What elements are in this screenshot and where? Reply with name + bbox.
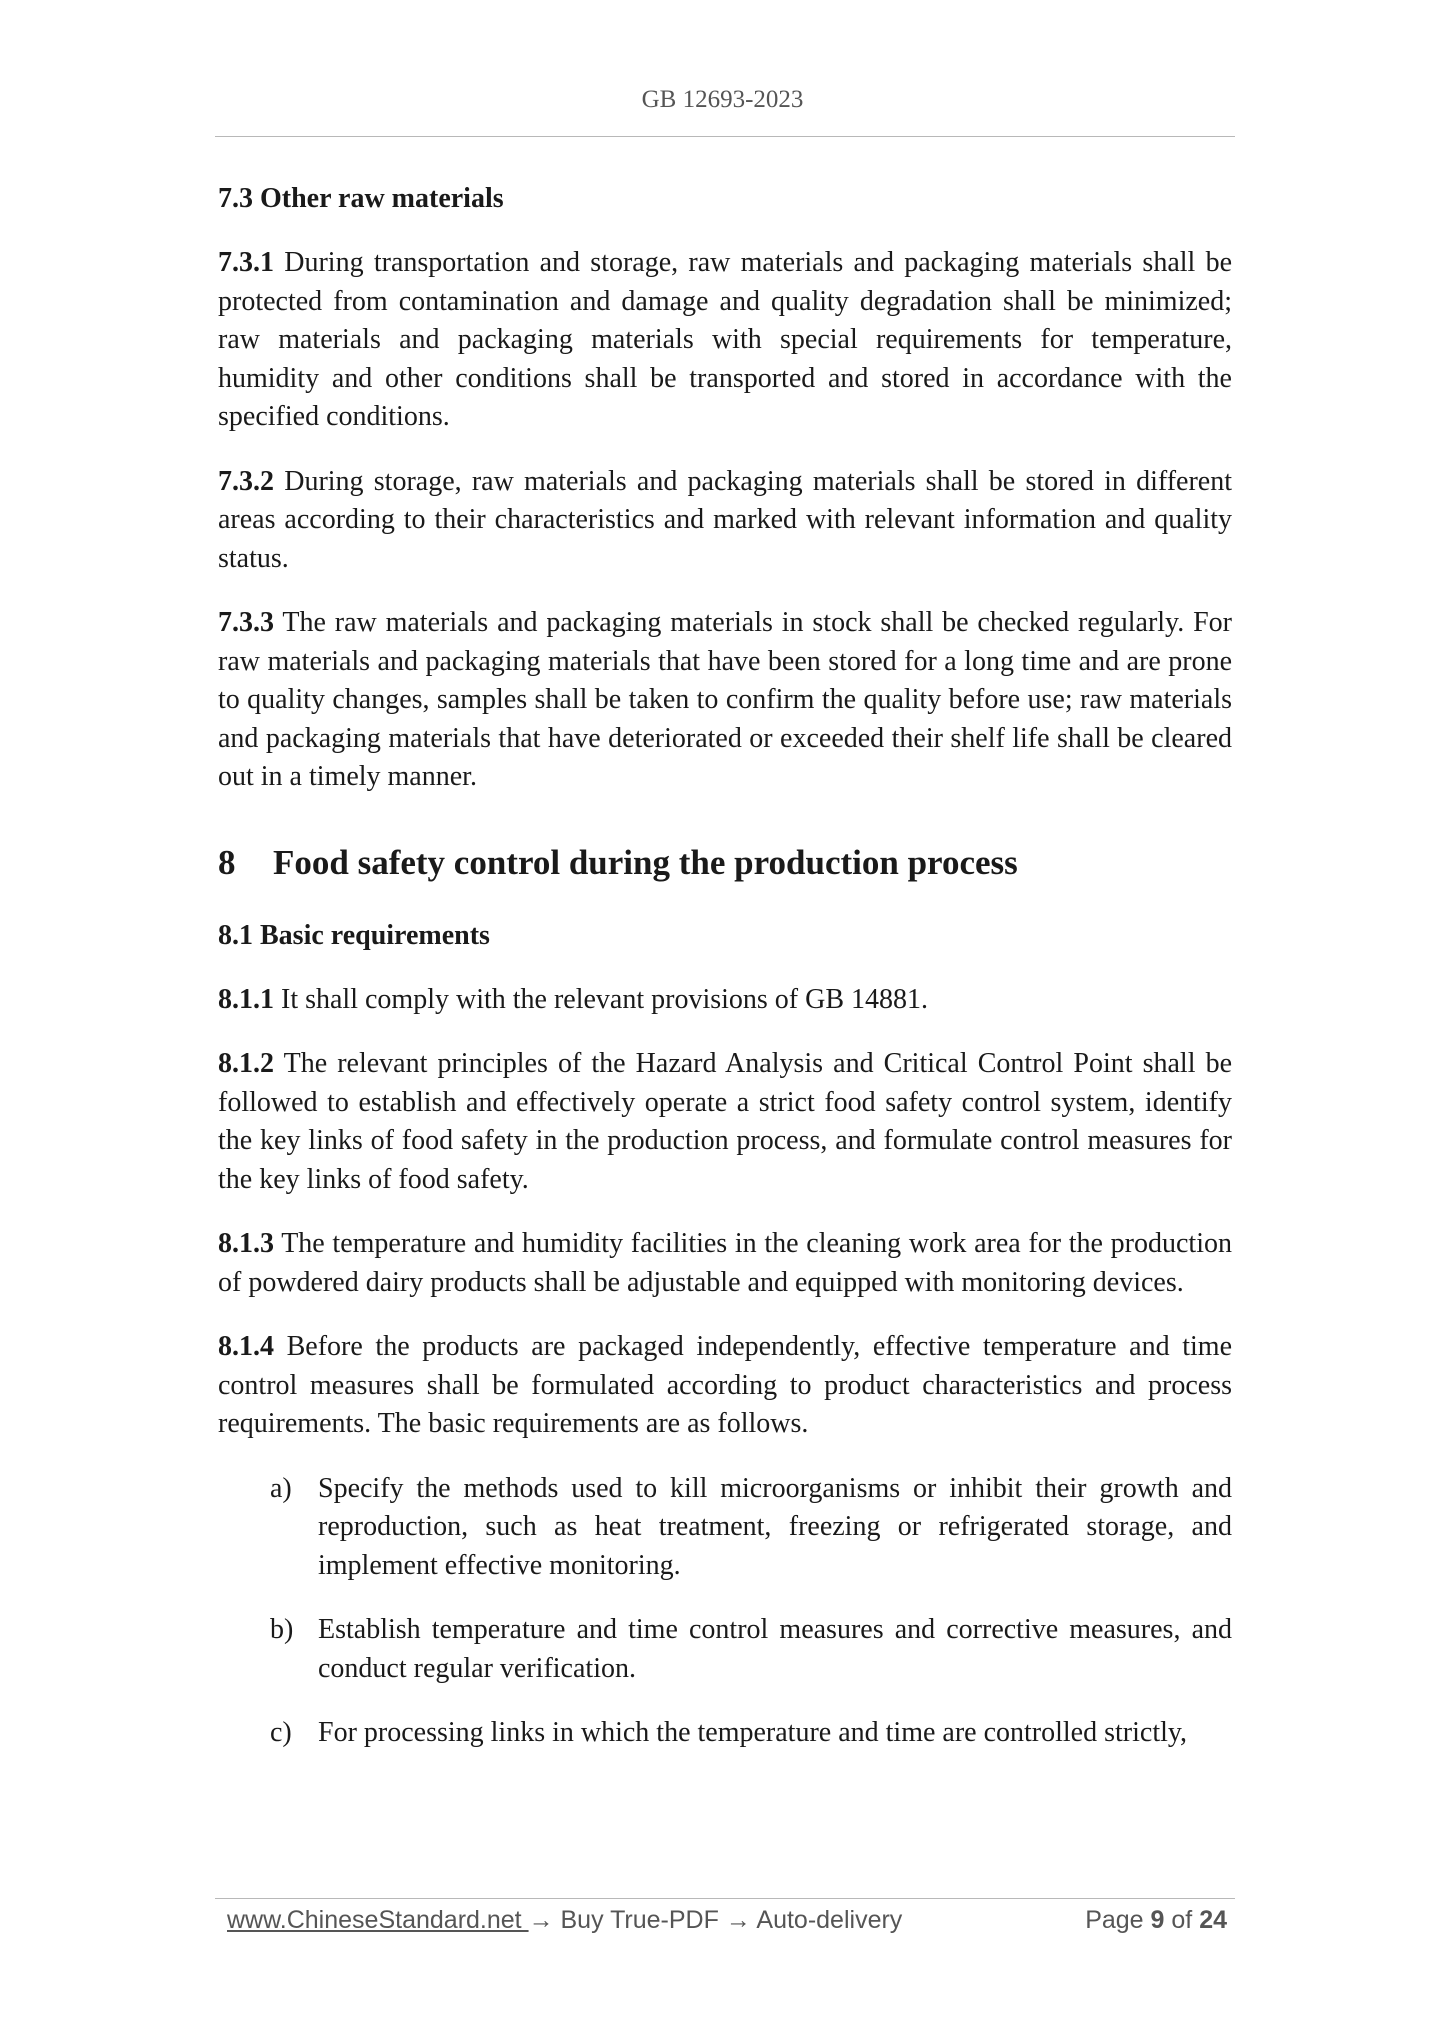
document-header-title: GB 12693-2023 <box>641 86 804 113</box>
auto-delivery-text: Auto-delivery <box>750 1906 903 1934</box>
clause-number: 7.3.3 <box>218 607 274 638</box>
page-total: 24 <box>1199 1906 1227 1934</box>
list-marker: c) <box>270 1717 292 1748</box>
clause-number: 7.3.2 <box>218 465 274 497</box>
clause-text: During transportation and storage, raw materials and packaging materials shall be protected from contamination and damage and quality degradation shall be minimized; raw materials and packaging materials with special requirements for temperature, humidity and other conditions shall be transported and stored in accordance with the specified conditions. <box>218 247 1232 432</box>
clause-7-3-2 <box>218 463 1232 579</box>
clause-text: The relevant principles of the Hazard Analysis and Critical Control Point shall be followed to establish and effectively operate a strict food safety control system, identify the key links of food safety in the production process, and formulate control measures for the key links of food safety. <box>218 1048 1232 1195</box>
list-marker: a) <box>270 1472 292 1504</box>
chapter-number: 8 <box>218 842 236 882</box>
section-heading-8-1: 8.1 Basic requirements <box>218 919 490 951</box>
clause-8-1-4 <box>218 1328 1232 1444</box>
chapter-heading-8 <box>218 841 1232 885</box>
chapter-title: Food safety control during the production process <box>273 842 1018 882</box>
list-marker: b) <box>270 1614 294 1645</box>
footer-divider <box>215 1898 1235 1899</box>
clause-text: The raw materials and packaging materials in stock shall be checked regularly. For raw materials and packaging materials that have been stored for a long time and are prone to quality changes, samples shall be taken to confirm the quality before use; raw materials and packaging materials that have deteriorated or exceeded their shelf life shall be cleared out in a timely manner. <box>218 607 1232 792</box>
list-item-text: Establish temperature and time control measures and corrective measures, and conduct regular verification. <box>318 1614 1232 1684</box>
clause-number: 8.1.2 <box>218 1048 274 1079</box>
of-label: of <box>1164 1906 1200 1934</box>
footer-left <box>227 1906 902 1935</box>
page-number: 9 <box>1150 1906 1165 1934</box>
clause-number: 7.3.1 <box>218 247 274 278</box>
clause-text: During storage, raw materials and packaging materials shall be stored in different areas according to their characteristics and marked with relevant information and quality status. <box>218 465 1232 574</box>
clause-7-3-3 <box>218 604 1232 797</box>
clause-text: The temperature and humidity facilities in the cleaning work area for the production of powdered dairy products shall be adjustable and equipped with monitoring devices. <box>218 1228 1232 1298</box>
list-item <box>218 1714 1232 1753</box>
arrow-right-icon: → <box>725 1906 751 1934</box>
clause-8-1-1 <box>218 981 1232 1020</box>
header-divider <box>215 136 1235 137</box>
clause-number: 8.1.4 <box>218 1331 274 1362</box>
clause-7-3-1 <box>218 244 1232 437</box>
clause-number: 8.1.3 <box>218 1228 274 1259</box>
section-heading-7-3: 7.3 Other raw materials <box>218 183 504 214</box>
clause-number: 8.1.1 <box>218 983 274 1015</box>
list-item-text: For processing links in which the temperature and time are controlled strictly, <box>318 1717 1188 1748</box>
buy-pdf-text: Buy True-PDF <box>553 1906 726 1934</box>
page-indicator <box>1085 1906 1227 1935</box>
website-link[interactable]: www.ChineseStandard.net <box>227 1906 529 1934</box>
clause-8-1-3 <box>218 1225 1232 1302</box>
clause-8-1-2 <box>218 1045 1232 1199</box>
page-footer <box>227 1906 1227 1946</box>
list-item-text: Specify the methods used to kill microorganisms or inhibit their growth and reproduction, such as heat treatment, freezing or refrigerated storage, and implement effective monitoring. <box>318 1472 1232 1581</box>
requirements-list <box>218 1470 1232 1753</box>
list-item <box>218 1470 1232 1586</box>
clause-text: Before the products are packaged independently, effective temperature and time control measures shall be formulated according to product characteristics and process requirements. The basic requirements are as follows. <box>218 1331 1232 1439</box>
page-content <box>218 180 1232 1779</box>
clause-text: It shall comply with the relevant provisions of GB 14881. <box>274 983 929 1015</box>
page-label: Page <box>1085 1906 1151 1934</box>
arrow-right-icon: → <box>528 1906 554 1934</box>
list-item <box>218 1611 1232 1688</box>
